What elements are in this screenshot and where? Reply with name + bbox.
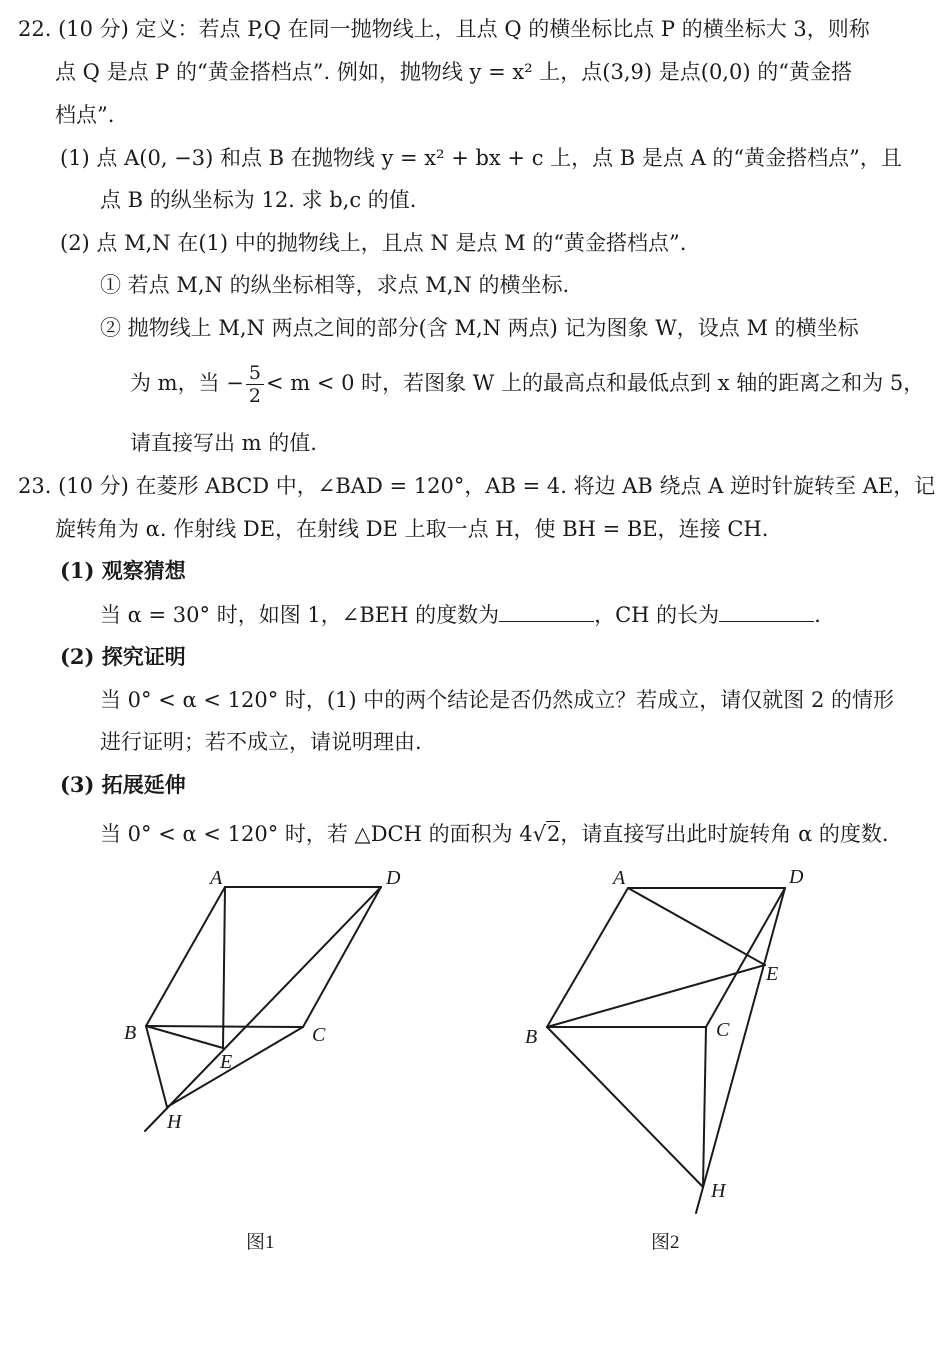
q22-part2-item2-line-3: 请直接写出 m 的值. — [130, 431, 317, 455]
fig1-label-A: A — [210, 867, 223, 889]
q22-range-suffix: < m < 0 时，若图象 W 上的最高点和最低点到 x 轴的距离之和为 5， — [265, 371, 925, 395]
fig2-segment-BH — [547, 1027, 703, 1187]
sqrt-symbol: √ — [532, 822, 547, 846]
figure-1 — [145, 887, 381, 1131]
fig1-segment-AE — [223, 887, 225, 1048]
q23-section-1-title: (1) 观察猜想 — [60, 558, 186, 583]
fig2-segment-AB — [547, 888, 628, 1027]
q23-s3-prefix: 当 0° < α < 120° 时，若 △DCH 的面积为 4 — [100, 822, 533, 846]
q22-range-prefix: 为 m，当 − — [130, 371, 244, 395]
q23-s1-end: . — [814, 603, 821, 627]
fraction-denominator: 2 — [248, 385, 261, 407]
fig2-ray-DE — [696, 888, 785, 1213]
q23-line-1: 23. (10 分) 在菱形 ABCD 中，∠BAD = 120°，AB = 4. 将边 AB 绕点 A 逆时针旋转至 AE，记 — [18, 474, 936, 498]
fig1-segment-BC — [146, 1026, 303, 1027]
q23-s3-suffix: ，请直接写出此时旋转角 α 的度数. — [560, 822, 889, 846]
q23-line-2: 旋转角为 α. 作射线 DE，在射线 DE 上取一点 H，使 BH = BE，连接 CH. — [55, 517, 769, 541]
q23-section-2-line-1: 当 0° < α < 120° 时，(1) 中的两个结论是否仍然成立？若成立，请仅就图 2 的情形 — [100, 688, 894, 712]
fig1-caption: 图1 — [246, 1232, 275, 1253]
fig1-label-B: B — [124, 1022, 137, 1044]
figure-2 — [547, 888, 785, 1213]
q22-line-1: 22. (10 分) 定义：若点 P,Q 在同一抛物线上，且点 Q 的横坐标比点 P 的横坐标大 3，则称 — [18, 17, 870, 41]
q22-line-3: 档点”. — [55, 103, 115, 127]
fig1-ray-DE — [145, 887, 381, 1131]
q22-part1-line-2: 点 B 的纵坐标为 12. 求 b,c 的值. — [100, 188, 417, 212]
fig1-label-H: H — [167, 1111, 182, 1133]
fig2-segment-BE — [547, 965, 765, 1027]
q22-part1-line-1: (1) 点 A(0, −3) 和点 B 在抛物线 y = x² + bx + c 上，点 B 是点 A 的“黄金搭档点”，且 — [60, 146, 902, 170]
fig1-label-E: E — [220, 1051, 233, 1073]
fig1-segment-AB — [146, 887, 225, 1026]
fig1-label-C: C — [312, 1024, 326, 1046]
fig2-label-E: E — [766, 963, 779, 985]
q23-section-3-title: (3) 拓展延伸 — [60, 772, 186, 797]
fraction-numerator: 5 — [246, 362, 264, 385]
q23-section-2-title: (2) 探究证明 — [60, 644, 186, 669]
fig2-label-B: B — [525, 1026, 538, 1048]
fig2-label-C: C — [716, 1019, 730, 1041]
fig1-segment-CD — [303, 887, 381, 1027]
fig2-caption: 图2 — [651, 1232, 680, 1253]
fig2-label-A: A — [613, 867, 626, 889]
fig2-label-D: D — [789, 866, 804, 888]
q22-line-2: 点 Q 是点 P 的“黄金搭档点”. 例如，抛物线 y = x² 上，点(3,9) 是点(0,0) 的“黄金搭 — [55, 60, 852, 84]
q22-part2-item2-line-1: ② 抛物线上 M,N 两点之间的部分(含 M,N 两点) 记为图象 W，设点 M 的横坐标 — [100, 316, 859, 340]
fig2-segment-CH — [703, 1027, 706, 1187]
fig2-segment-AE — [628, 888, 765, 965]
q22-part2: (2) 点 M,N 在(1) 中的抛物线上，且点 N 是点 M 的“黄金搭档点”. — [60, 231, 687, 255]
fig1-segment-BH — [146, 1026, 167, 1107]
fig2-label-H: H — [711, 1180, 726, 1202]
fig2-segment-CD — [706, 888, 785, 1027]
q23-s1-prefix: 当 α = 30° 时，如图 1，∠BEH 的度数为 — [100, 603, 500, 627]
q23-section-2-line-2: 进行证明；若不成立，请说明理由. — [100, 730, 422, 754]
fig1-label-D: D — [386, 867, 401, 889]
sqrt-radicand: 2 — [547, 822, 561, 846]
q22-part2-item1: ① 若点 M,N 的纵坐标相等，求点 M,N 的横坐标. — [100, 273, 570, 297]
q23-s1-middle: ，CH 的长为 — [594, 603, 720, 627]
fig1-segment-BE — [146, 1026, 223, 1048]
